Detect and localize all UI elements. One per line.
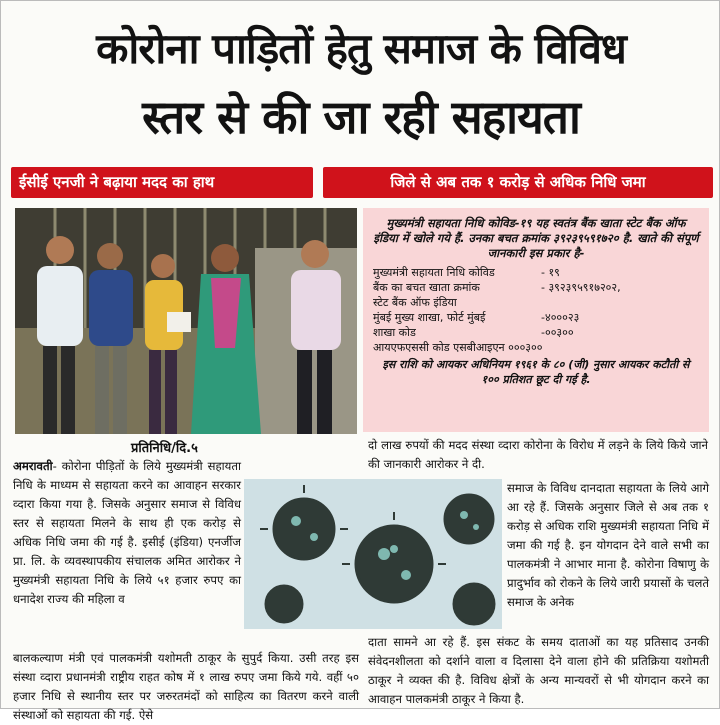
bank-details-rows — [373, 265, 699, 355]
article-text-left-bottom: बालकल्याण मंत्री एवं पालकमंत्री यशोमती ठाकूर के सुपुर्द किया. उसी तरह इस संस्था व्दारा प्रधानमंत्री राष्ट्रीय राहत कोष में १ लाख रुपए जमा किये गये. वहीं ५० हजार निधि से स्थानीय स्तर पर जरुरतमंदों को साहित्य का वितरण करने वाली संस्थाओं को सहायता की गई. ऐसे — [13, 651, 359, 722]
bank-details-box — [363, 208, 709, 432]
bank-detail-row — [373, 295, 699, 310]
article-text-right-bottom: दाता सामने आ रहे हैं. इस संकट के समय दाताओं का यह प्रतिसाद उनकी संवेदनशीलता को दर्शाने वाला व दिलासा देने वाला होने की प्रतिक्रिया यशोमती ठाकूर ने व्यक्त की है. विविध क्षेत्रों के अन्य मान्यवरों से भी योगदान करने का आवाहन पालकमंत्री ठाकूर ने किया है. — [368, 635, 709, 706]
headline-line-1: कोरोना पाड़ितों हेतु समाज के विविध — [96, 24, 626, 73]
bank-detail-value: - १९ — [541, 266, 560, 279]
bank-detail-key: आयएफएससी कोड एसबीआइएन ०००३०० — [373, 341, 543, 354]
subheadline-left: ईसीई एनजी ने बढ़ाया मदद का हाथ — [11, 167, 313, 198]
photo-illustration — [15, 208, 357, 434]
article-text-mid-top: दो लाख रुपयों की मदद संस्था व्दारा कोरोना के विरोध में लड़ने के लिये किये जाने की जानकारी आरोकर ने दी. — [368, 438, 708, 471]
article-column-left — [13, 457, 241, 649]
tax-exemption-note: इस राशि को आयकर अधिनियम १९६१ के ८० (जी) नुसार आयकर कटौती से १०० प्रतिशत छूट दी गई है. — [382, 358, 690, 386]
coronavirus-illustration — [244, 479, 502, 629]
bank-details-title: मुख्यमंत्री सहायता निधि कोविड-१९ यह स्वतंत्र बैंक खाता स्टेट बैंक ऑफ इंडिया में खोले गये हैं. उनका बचत क्रमांक ३९२३९५९१७२० है. खाते की संपूर्ण जानकारी इस प्रकार है- — [373, 216, 699, 260]
bank-detail-value: -००३०० — [541, 326, 574, 339]
bank-detail-key: मुख्यमंत्री सहायता निधि कोविड — [373, 266, 495, 279]
headline-line-2: स्तर से की जा रही सहायता — [142, 90, 580, 144]
bank-detail-key: मुंबई मुख्य शाखा, फोर्ट मुंबई — [373, 311, 486, 324]
bank-detail-row — [373, 340, 699, 355]
article-text-right: समाज के विविध दानदाता सहायता के लिये आगे आ रहे हैं. जिसके अनुसार जिले से अब तक १ करोड़ से अधिक राशि मुख्यमंत्री सहायता निधि में जमा की गई है. इन योगदान देने वाले सभी का पालकमंत्री ने आभार माना है. कोरोना विषाणु के प्रादुर्भाव को रोकने के लिये जारी प्रयासों के चलते समाज के अनेक — [507, 481, 709, 609]
virus-graphic — [244, 479, 502, 629]
bank-detail-key: स्टेट बैंक ऑफ इंडिया — [373, 296, 457, 309]
bank-detail-row — [373, 325, 699, 340]
cheque-envelope — [167, 312, 191, 332]
bank-detail-key: शाखा कोड — [373, 326, 416, 339]
bank-detail-value — [541, 295, 699, 310]
subheadline-right: जिले से अब तक १ करोड़ से अधिक निधि जमा — [323, 167, 713, 198]
dateline: अमरावती — [13, 459, 53, 473]
bank-detail-value — [541, 340, 699, 355]
bank-detail-row — [373, 310, 699, 325]
byline: प्रतिनिधि/दि.५ — [131, 441, 198, 456]
bank-detail-key: बैंक का बचत खाता क्रमांक — [373, 281, 480, 294]
article-text-left-top: - कोरोना पीड़ितों के लिये मुख्यमंत्री सहायता निधि के माध्यम से सहायता करने का आवाहन सरकार व्दारा किया गया है. जिसके अनुसार समाज से विविध स्तर से सहायता मिलने के साथ ही एक करोड़ से अधिक निधि जमा की गई है. इसीई (इंडिया) एनर्जीज प्रा. लि. के व्यवस्थापकीय संचालक अमित आरोकर ने मुख्यमंत्री सहायता निधि के लिये ५१ हजार रुपए का धनादेश राज्य की महिला व — [13, 459, 241, 606]
bank-detail-value: -४०००२३ — [541, 311, 580, 324]
news-photo — [15, 208, 357, 434]
bank-detail-value: - ३९२३९५९१७२०२, — [541, 281, 621, 294]
bank-detail-row — [373, 265, 699, 280]
bank-detail-row — [373, 280, 699, 295]
